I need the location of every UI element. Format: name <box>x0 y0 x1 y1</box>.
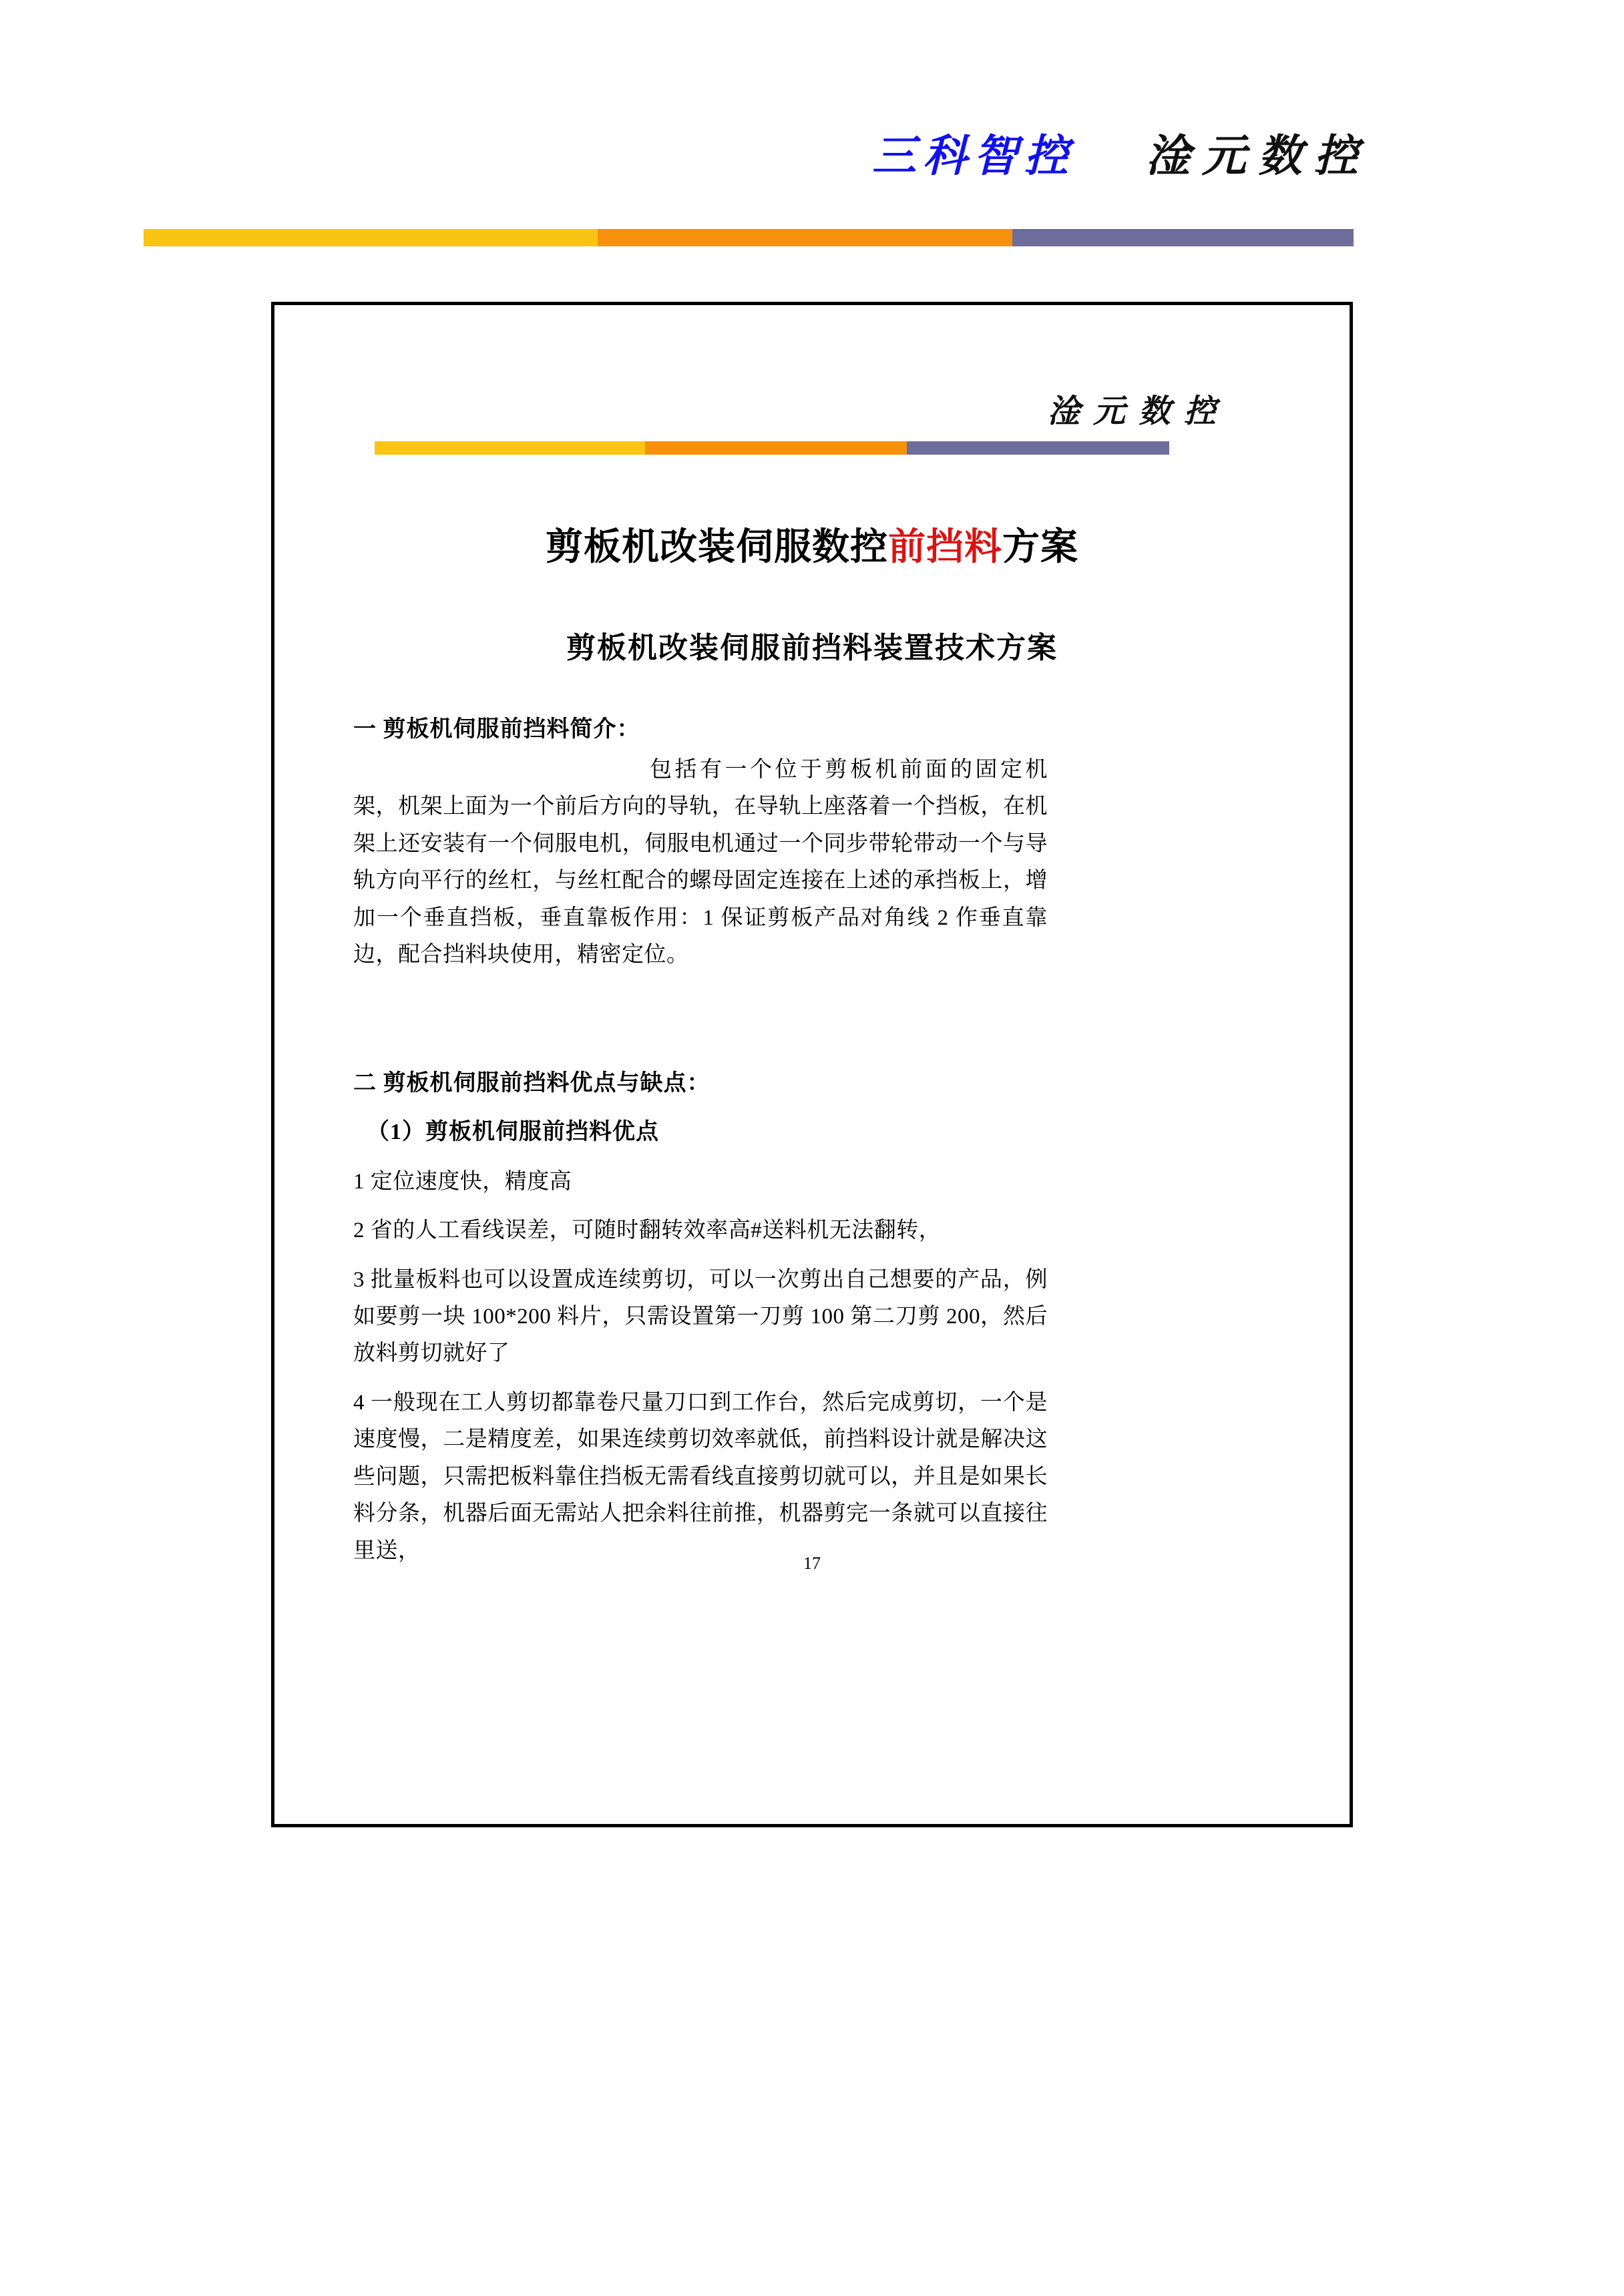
document-title-after: 方案 <box>1002 526 1078 568</box>
document-title <box>274 517 1350 571</box>
document-title-highlight: 前挡料 <box>888 526 1002 568</box>
inner-color-bar <box>375 441 1169 455</box>
inner-color-bar-segment-orange <box>645 441 907 455</box>
subheading-spacer <box>353 1154 1048 1164</box>
advantage-item-4: 4 一般现在工人剪切都靠卷尺量刀口到工作台，然后完成剪切，一个是速度慢，二是精度差，如果连续剪切效率就低，前挡料设计就是解决这些问题，只需把板料靠住挡板无需看线直接剪切就可以，并且是如果长料分条，机器后面无需站人把余料往前推，机器剪完一条就可以直接往里送， <box>353 1390 1048 1563</box>
inner-color-bar-segment-slate <box>907 441 1169 455</box>
company-brand-row <box>0 120 1370 184</box>
document-page-frame <box>271 302 1353 1827</box>
color-bar-segment-yellow <box>144 229 598 246</box>
outer-page-header <box>0 0 1624 247</box>
advantage-item-3: 3 批量板料也可以设置成连续剪切，可以一次剪出自己想要的产品，例如要剪一块 100*200 料片，只需设置第一刀剪 100 第二刀剪 200，然后放料剪切就好了 <box>353 1267 1048 1366</box>
document-title-before: 剪板机改装伺服数控 <box>546 526 888 568</box>
advantage-item-1: 1 定位速度快，精度高 <box>353 1169 572 1194</box>
color-bar-segment-orange <box>598 229 1013 246</box>
section-one-paragraph-text: 包括有一个位于剪板机前面的固定机架，机架上面为一个前后方向的导轨，在导轨上座落着一个挡板，在机架上还安装有一个伺服电机，伺服电机通过一个同步带轮带动一个与导轨方向平行的丝杠，与丝杠配合的螺母固定连接在上述的承挡板上，增加一个垂直挡板，垂直靠板作用：1 保证剪板产品对角线 2 作垂直靠边，配合挡料块使用，精密定位。 <box>353 758 1048 967</box>
heading-spacer <box>353 1106 1048 1115</box>
section-heading-one: 一 剪板机伺服前挡料简介： <box>353 717 640 742</box>
section-heading-two: 二 剪板机伺服前挡料优点与缺点： <box>353 1070 710 1096</box>
section-one-paragraph <box>353 752 1048 974</box>
brand-name-secondary: 淦元数控 <box>1146 132 1370 181</box>
header-color-bar <box>144 229 1354 246</box>
document-body <box>353 712 1048 1582</box>
advantage-item-2: 2 省的人工看线误差，可随时翻转效率高#送料机无法翻转， <box>353 1218 942 1243</box>
page-number: 17 <box>803 1554 821 1573</box>
section-spacer <box>353 986 1048 1066</box>
section-two-subheading: （1）剪板机伺服前挡料优点 <box>367 1119 659 1144</box>
document-subtitle: 剪板机改装伺服前挡料装置技术方案 <box>566 631 1058 664</box>
inner-color-bar-segment-yellow <box>375 441 645 455</box>
brand-name-primary: 三科智控 <box>872 132 1075 181</box>
color-bar-segment-slate <box>1012 229 1354 246</box>
inner-brand-name: 淦元数控 <box>1047 394 1229 429</box>
